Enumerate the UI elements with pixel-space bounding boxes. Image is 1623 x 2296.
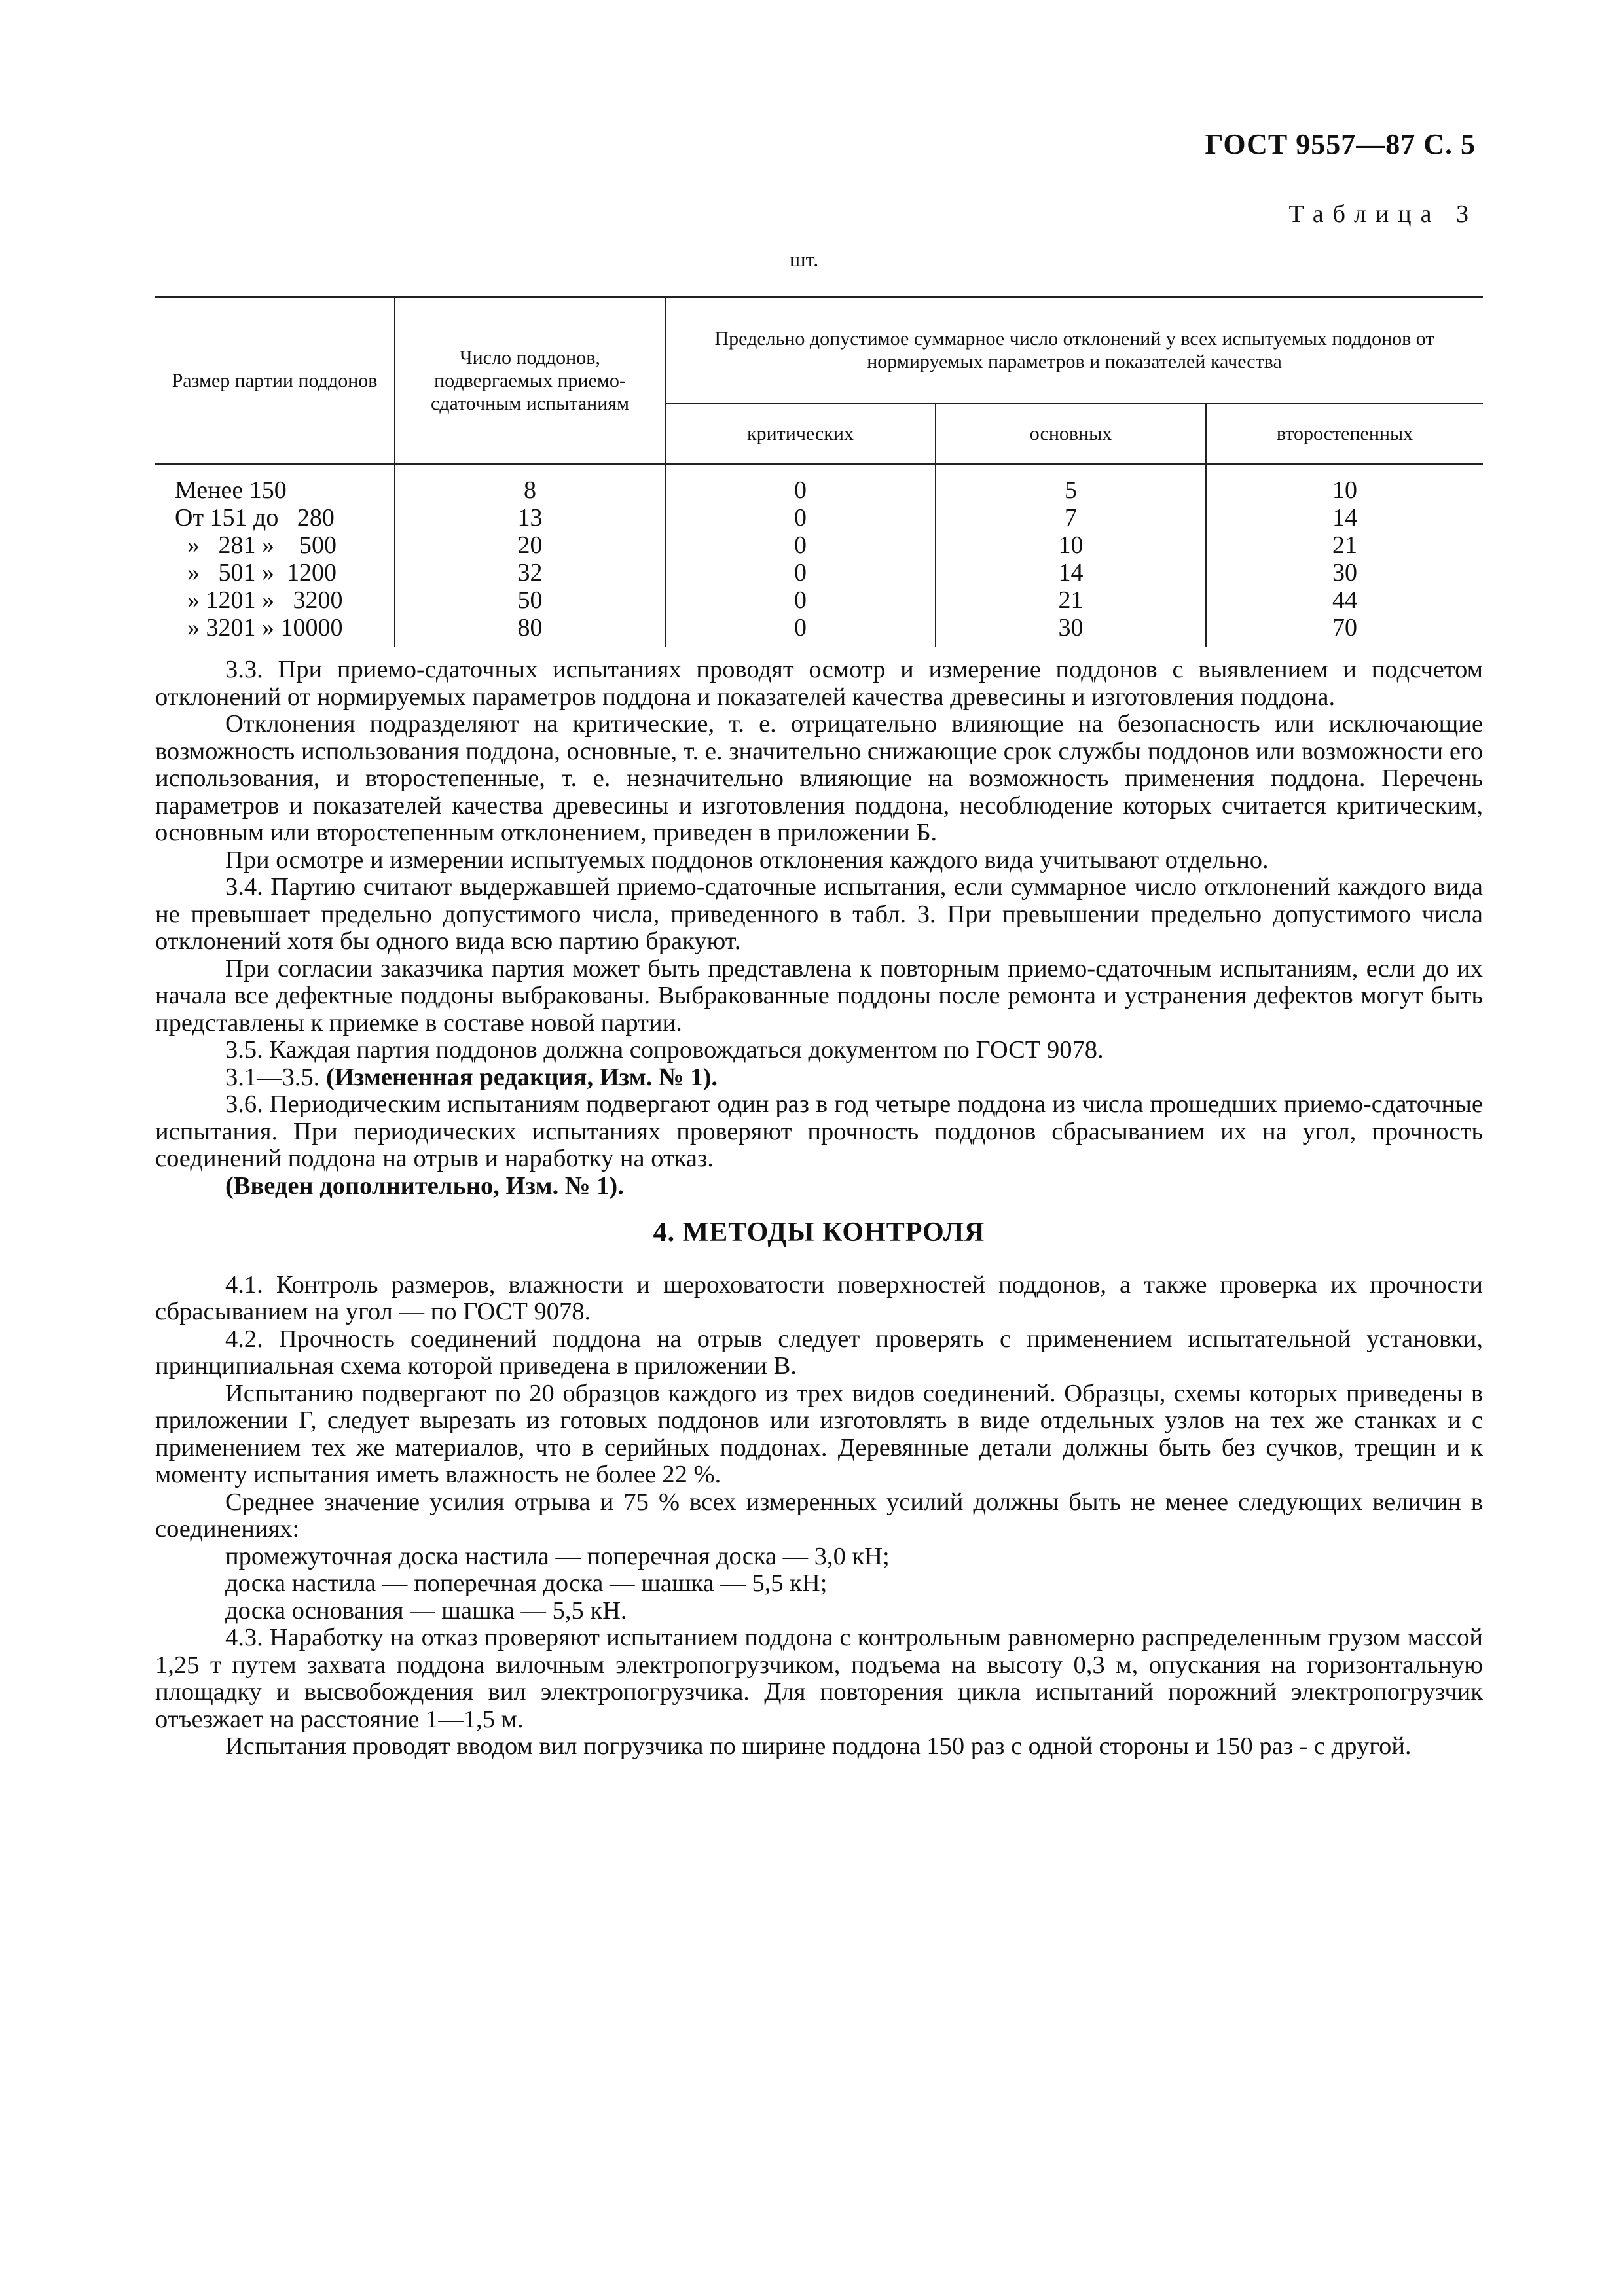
paragraph-4-1: 4.1. Контроль размеров, влажности и шероховатости поверхностей поддонов, а также проверка их прочности сбрасыванием на угол — по ГОСТ 9078. (155, 1270, 1483, 1325)
cell-main: 30 (936, 614, 1206, 647)
table-row (155, 586, 1483, 614)
table-row (155, 504, 1483, 531)
list-item: доска настила — поперечная доска — шашка — 5,5 кН; (225, 1570, 828, 1597)
table-row (155, 531, 1483, 559)
cell-size: » 281 » 500 (175, 531, 337, 559)
paragraph-4-2: 4.2. Прочность соединений поддона на отрыв следует проверять с применением испытательной установки, принципиальная схема которой приведена в приложении В. (155, 1325, 1483, 1380)
paragraph-customer-agreement: При согласии заказчика партия может быть представлена к повторным приемо-сдаточным испытаниям, если до их начала все дефектные поддоны выбракованы. Выбракованные поддоны после ремонта и устранения дефектов могут быть представлены к приемке в составе новой партии. (155, 954, 1483, 1037)
paragraph-3-4: 3.4. Партию считают выдержавшей приемо-сдаточные испытания, если суммарное число отклонений каждого вида не превышает предельно допустимого числа, приведенного в табл. 3. При превышении предельно допустимого числа отклонений хотя бы одного вида всю партию бракуют. (155, 873, 1483, 955)
document-body (155, 656, 1483, 1761)
cell-critical: 0 (665, 586, 936, 614)
cell-critical: 0 (665, 614, 936, 647)
table-row (155, 614, 1483, 647)
amendment-note: (Измененная редакция, Изм. № 1). (326, 1063, 718, 1091)
col-header-minor: второстепенных (1206, 403, 1483, 464)
cell-main: 14 (936, 559, 1206, 586)
cell-minor: 70 (1206, 614, 1483, 647)
paragraph-final: Испытания проводят вводом вил погрузчика по ширине поддона 150 раз с одной стороны и 150 раз - с другой. (225, 1732, 1412, 1760)
paragraph-mean-force: Среднее значение усилия отрыва и 75 % всех измеренных усилий должны быть не менее следующих величин в соединениях: (155, 1488, 1483, 1543)
col-header-limit: Предельно допустимое суммарное число отклонений у всех испытуемых поддонов от нормируемых параметров и показателей качества (665, 297, 1483, 404)
cell-count: 32 (395, 559, 665, 586)
paragraph-inspection: При осмотре и измерении испытуемых поддонов отклонения каждого вида учитывают отдельно. (225, 846, 1269, 874)
amendment-number: 3.1—3.5. (225, 1063, 326, 1091)
cell-minor: 30 (1206, 559, 1483, 586)
cell-minor: 10 (1206, 464, 1483, 505)
list-item: промежуточная доска настила — поперечная доска — 3,0 кН; (225, 1542, 890, 1570)
cell-main: 7 (936, 504, 1206, 531)
cell-main: 10 (936, 531, 1206, 559)
col-header-count: Число поддонов, подвергаемых приемо-сдаточным испытаниям (395, 297, 665, 464)
table-3 (155, 296, 1483, 647)
cell-size: » 3201 » 10000 (175, 614, 343, 641)
page-header: ГОСТ 9557—87 С. 5 (1205, 128, 1476, 160)
table-unit: шт. (790, 247, 819, 271)
cell-minor: 14 (1206, 504, 1483, 531)
cell-main: 5 (936, 464, 1206, 505)
cell-size: От 151 до 280 (175, 504, 335, 531)
cell-minor: 44 (1206, 586, 1483, 614)
table-caption: Таблица 3 (1288, 200, 1478, 228)
cell-size: » 1201 » 3200 (175, 586, 343, 614)
paragraph-3-5: 3.5. Каждая партия поддонов должна сопровождаться документом по ГОСТ 9078. (225, 1036, 1104, 1064)
cell-count: 20 (395, 531, 665, 559)
table-row (155, 464, 1483, 505)
paragraph-3-3: 3.3. При приемо-сдаточных испытаниях проводят осмотр и измерение поддонов с выявлением и подсчетом отклонений от нормируемых параметров поддона и показателей качества древесины и изготовления поддона. (155, 656, 1483, 711)
cell-critical: 0 (665, 464, 936, 505)
cell-critical: 0 (665, 531, 936, 559)
col-header-critical: критических (665, 403, 936, 464)
cell-critical: 0 (665, 504, 936, 531)
paragraph-introduced: (Введен дополнительно, Изм. № 1). (225, 1172, 624, 1200)
col-header-size: Размер партии поддонов (155, 297, 395, 464)
section-4-heading: 4. МЕТОДЫ КОНТРОЛЯ (653, 1217, 985, 1247)
paragraph-4-3: 4.3. Наработку на отказ проверяют испытанием поддона с контрольным равномерно распределенным грузом массой 1,25 т путем захвата поддона вилочным электропогрузчиком, подъема на высоту 0,3 м, опускания на горизонтальную площадку и высвобождения вил электропогрузчика. Для повторения цикла испытаний порожний электропогрузчик отъезжает на расстояние 1—1,5 м. (155, 1624, 1483, 1733)
paragraph-amendment (155, 1064, 1483, 1092)
cell-critical: 0 (665, 559, 936, 586)
paragraph-deviations: Отклонения подразделяют на критические, т. е. отрицательно влияющие на безопасность или исключающие возможность использования поддона, основные, т. е. значительно снижающие срок службы поддонов или возможности его использования, и второстепенные, т. е. незначительно влияющие на возможность применения поддона. Перечень параметров и показателей качества древесины и изготовления поддона, несоблюдение которых считается критическим, основным или второстепенным отклонением, приведен в приложении Б. (155, 710, 1483, 846)
cell-size: » 501 » 1200 (175, 559, 337, 586)
paragraph-3-6: 3.6. Периодическим испытаниям подвергают один раз в год четыре поддона из числа прошедших приемо-сдаточные испытания. При периодических испытаниях проверяют прочность поддонов сбрасыванием их на угол, прочность соединений поддона на отрыв и наработку на отказ. (155, 1090, 1483, 1172)
cell-count: 80 (395, 614, 665, 647)
col-header-main: основных (936, 403, 1206, 464)
cell-main: 21 (936, 586, 1206, 614)
cell-size: Менее 150 (155, 464, 395, 505)
cell-count: 50 (395, 586, 665, 614)
cell-count: 8 (395, 464, 665, 505)
list-item: доска основания — шашка — 5,5 кН. (225, 1596, 627, 1624)
table-row (155, 559, 1483, 586)
paragraph-samples: Испытанию подвергают по 20 образцов каждого из трех видов соединений. Образцы, схемы которых приведены в приложении Г, следует вырезать из готовых поддонов или изготовлять в виде отдельных узлов на тех же станках и с применением тех же материалов, что в серийных поддонах. Деревянные детали должны быть без сучков, трещин и к моменту испытания иметь влажность не более 22 %. (155, 1379, 1483, 1488)
cell-minor: 21 (1206, 531, 1483, 559)
cell-count: 13 (395, 504, 665, 531)
